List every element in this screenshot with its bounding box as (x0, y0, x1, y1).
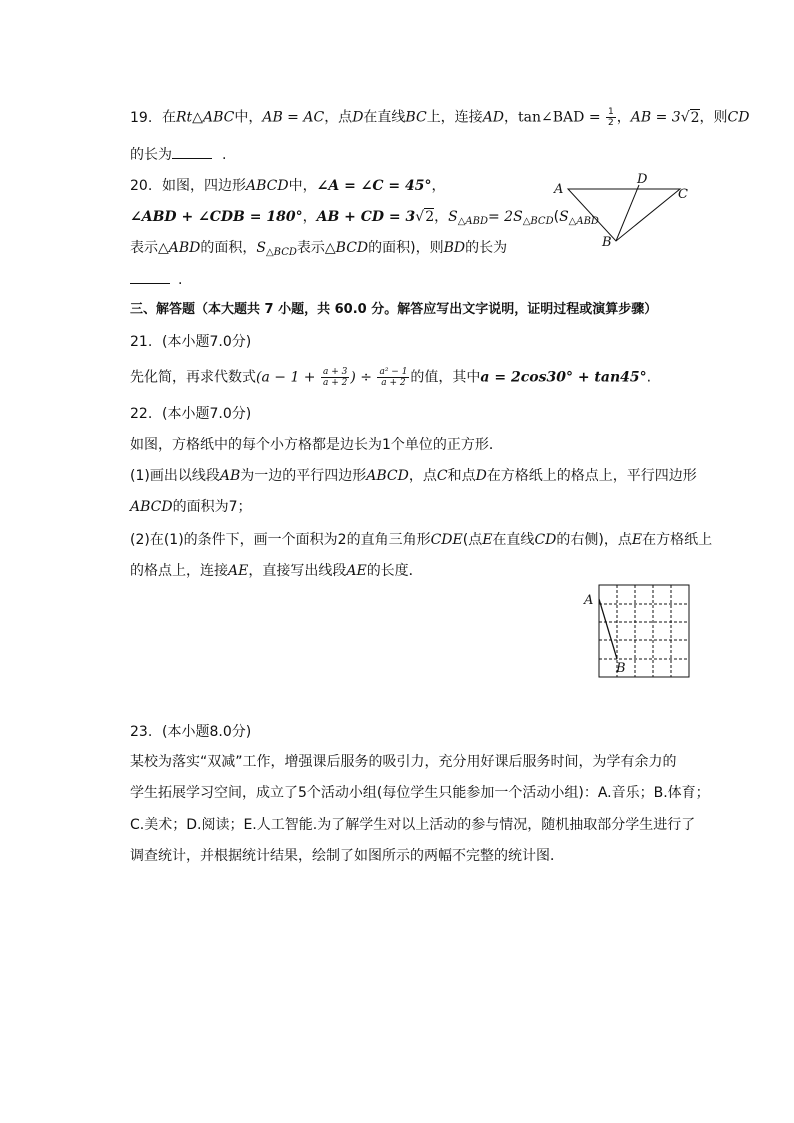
q22-abcd-2: ABCD (130, 499, 173, 515)
q23-header (130, 722, 251, 742)
q20-period: . (178, 272, 183, 288)
q20-line3 (130, 238, 507, 263)
q21-period: . (646, 369, 652, 386)
q20-sqrt: 2 (425, 209, 435, 225)
q19-line2 (130, 145, 226, 165)
q22-text: 的格点上，连接 (130, 563, 228, 579)
q23-text: 调查统计，并根据统计结果，绘制了如图所示的两幅不完整的统计图． (130, 848, 564, 864)
q20-tri-bcd: △BCD (324, 240, 369, 256)
q20-text: 表示 (130, 240, 158, 256)
q20-text: 表示 (296, 240, 325, 256)
q20-area-s2: S (559, 209, 569, 225)
q22-text: 的长度． (366, 563, 423, 579)
q20-label-a: A (554, 182, 564, 197)
q19-triangle-symbol: △ (192, 109, 203, 126)
q19-line1: 19. 在Rt△ABC中，AB = AC，点D在直线BC上，连接AD，tan∠BAD = $\frac{1}{2}$ ，AB = 3√2，则CD (130, 107, 750, 128)
q19-point-d: D (352, 109, 364, 126)
q21-fraction-1 (321, 367, 349, 388)
q19-sqrt: 2 (690, 109, 700, 126)
q21-f1-num: a + 3 (322, 367, 348, 377)
q23-text: 学生拓展学习空间，成立了5个活动小组(每位学生只能参加一个活动小组)：A.音乐；B.体育； (130, 785, 710, 801)
q19-number: 19. (130, 109, 153, 126)
q19-segment-ad: AD (482, 109, 505, 126)
q23-line2 (130, 783, 710, 803)
q19-rt: Rt (176, 109, 193, 126)
q22-label-a: A (584, 593, 594, 608)
q22-ae-2: AE (346, 563, 367, 579)
q22-abcd: ABCD (366, 468, 409, 484)
q21-f2-den: a + 2 (381, 378, 406, 388)
q21-expr-open: (a − 1 + (256, 369, 316, 386)
q21-score: (本小题7.0分) (162, 334, 252, 350)
q22-ae: AE (228, 563, 249, 579)
q20-angle-sum: ∠ABD + ∠CDB = 180° (130, 209, 303, 225)
q20-area-s: S (448, 209, 458, 225)
q20-sub-bcd: △BCD (522, 216, 554, 227)
q22-grid-border (599, 585, 689, 677)
q22-grid-lines (599, 585, 689, 677)
q20-text: 的面积， (200, 240, 257, 256)
q21-fraction-2 (377, 367, 409, 388)
q22-text: 为一边的平行四边形 (240, 468, 367, 484)
q22-label-b: B (616, 661, 626, 676)
q21-number: 21. (130, 334, 153, 350)
q21-condition: a = 2cos30° + tan45° (480, 369, 647, 386)
q22-text: 在方格纸上 (642, 532, 713, 548)
q21-f1-den: a + 2 (322, 378, 348, 388)
q21-header (130, 332, 251, 352)
q20-sub-bcd2: △BCD (265, 247, 297, 258)
q22-intro-text: 如图，方格纸中的每个小方格都是边长为1个单位的正方形． (130, 437, 503, 453)
q19-period: . (222, 147, 227, 163)
q22-text: 在方格纸上的格点上，平行四边形 (486, 468, 697, 484)
q20-text: ， (302, 209, 317, 225)
q22-part1-line2 (130, 497, 252, 517)
q21-expr-close: ) ÷ (350, 369, 372, 386)
q22-text: 的面积为7； (172, 499, 252, 515)
q20-sub-abd: △ABD (457, 216, 488, 227)
q23-number: 23. (130, 724, 153, 740)
q23-text: 某校为落实“双减”工作，增强课后服务的吸引力，充分用好课后服务时间，为学有余力的 (130, 754, 677, 770)
q19-text: ，点 (324, 109, 353, 126)
q21-text: 先化简，再求代数式 (130, 369, 256, 386)
q20-area-s3: S (256, 240, 266, 256)
q20-bd: BD (443, 240, 466, 256)
q23-text: C.美术；D.阅读；E.人工智能.为了解学生对以上活动的参与情况，随机抽取部分学生进行了 (130, 817, 696, 833)
q20-side-sum: AB + CD = 3 (316, 209, 416, 225)
q20-number: 20. (130, 178, 153, 194)
q19-text: ， (616, 109, 631, 126)
q20-text: 如图，四边形 (162, 178, 246, 194)
q20-text: 的长为 (465, 240, 508, 256)
q22-part2-line2 (130, 561, 423, 581)
q20-line4 (130, 270, 182, 290)
q20-area-eq: = 2S (488, 209, 523, 225)
q21-line1 (130, 367, 651, 388)
section3-title-text: 三、解答题（本大题共 7 小题，共 60.0 分。解答应写出文字说明，证明过程或演算步骤） (130, 302, 658, 317)
q20-sub-abd2: △ABD (568, 216, 599, 227)
q22-part2-line1 (130, 530, 712, 550)
q22-text: 和点 (447, 468, 476, 484)
q19-condition: AB = AC (262, 109, 325, 126)
q22-number: 22. (130, 406, 153, 422)
q19-abc: ABC (202, 109, 235, 126)
q19-tan: tan∠BAD = (518, 109, 601, 126)
q19-ab: AB = 3 (630, 109, 681, 126)
q19-fraction (606, 107, 616, 128)
q22-point-e: E (482, 532, 493, 548)
q22-text: (1)画出以线段 (130, 468, 220, 484)
q19-text: 在 (162, 109, 176, 126)
q20-text: 的面积)，则 (368, 240, 444, 256)
q22-text: 的右侧)，点 (556, 532, 632, 548)
q22-text: ，点 (408, 468, 437, 484)
q20-tri-abd: △ABD (158, 240, 201, 256)
q19-line-bc: BC (405, 109, 427, 126)
q22-segment-ab-line (599, 599, 617, 659)
q19-answer-blank[interactable] (172, 146, 212, 159)
q22-segment-ab: AB (219, 468, 241, 484)
q20-label-b: B (602, 235, 612, 250)
q20-quadrilateral-figure (548, 172, 698, 252)
q21-text: 的值，其中 (410, 369, 481, 386)
q23-line4 (130, 846, 564, 866)
q20-text: ， (431, 178, 446, 194)
q20-line1 (130, 176, 446, 196)
q19-frac-den: 2 (608, 118, 614, 128)
q20-abcd: ABCD (246, 178, 289, 194)
section3-title (130, 300, 657, 320)
q22-text: (2)在(1)的条件下，画一个面积为2的直角三角形 (130, 532, 431, 548)
q22-text: 在直线 (492, 532, 535, 548)
q19-text: 在直线 (363, 109, 406, 126)
q22-line-cd: CD (534, 532, 557, 548)
q20-line2: ∠ABD + ∠CDB = 180°，AB + CD = 3√2，$S_{\triangle ABD}= 2S_{\triangle BCD}(S_{\triangle ABD}$ (130, 209, 599, 227)
q22-point-c: C (436, 468, 448, 484)
q21-f2-num: a² − 1 (379, 367, 408, 377)
q23-line1 (130, 752, 677, 772)
q20-text: ， (434, 209, 449, 225)
q20-segment-bd (616, 185, 639, 241)
q19-text: 的长为 (130, 147, 172, 163)
q23-score: (本小题8.0分) (162, 724, 252, 740)
q22-text: ，直接写出线段 (248, 563, 347, 579)
q20-angle-condition: ∠A = ∠C = 45° (316, 178, 432, 194)
q20-triangle-outline (568, 189, 680, 241)
q22-point-d: D (475, 468, 487, 484)
q22-header (130, 404, 251, 424)
q20-text: 中， (288, 178, 317, 194)
q19-cd: CD (727, 109, 750, 126)
q19-text: 中， (234, 109, 263, 126)
q22-point-e-2: E (631, 532, 643, 548)
q22-text: (点 (462, 532, 483, 548)
q22-intro (130, 435, 503, 455)
q22-part1-line1 (130, 466, 697, 486)
q23-line3 (130, 815, 695, 835)
q20-label-c: C (678, 187, 688, 202)
q20-text: ( (553, 209, 560, 225)
q22-score: (本小题7.0分) (162, 406, 252, 422)
q20-label-d: D (637, 172, 648, 187)
q19-frac-num: 1 (608, 107, 614, 117)
q19-text: ， (504, 109, 519, 126)
q20-answer-blank[interactable] (130, 271, 170, 284)
q22-cde: CDE (430, 532, 463, 548)
q19-text: 上，连接 (426, 109, 483, 126)
q22-grid-figure (580, 580, 695, 682)
q19-text: ，则 (699, 109, 728, 126)
